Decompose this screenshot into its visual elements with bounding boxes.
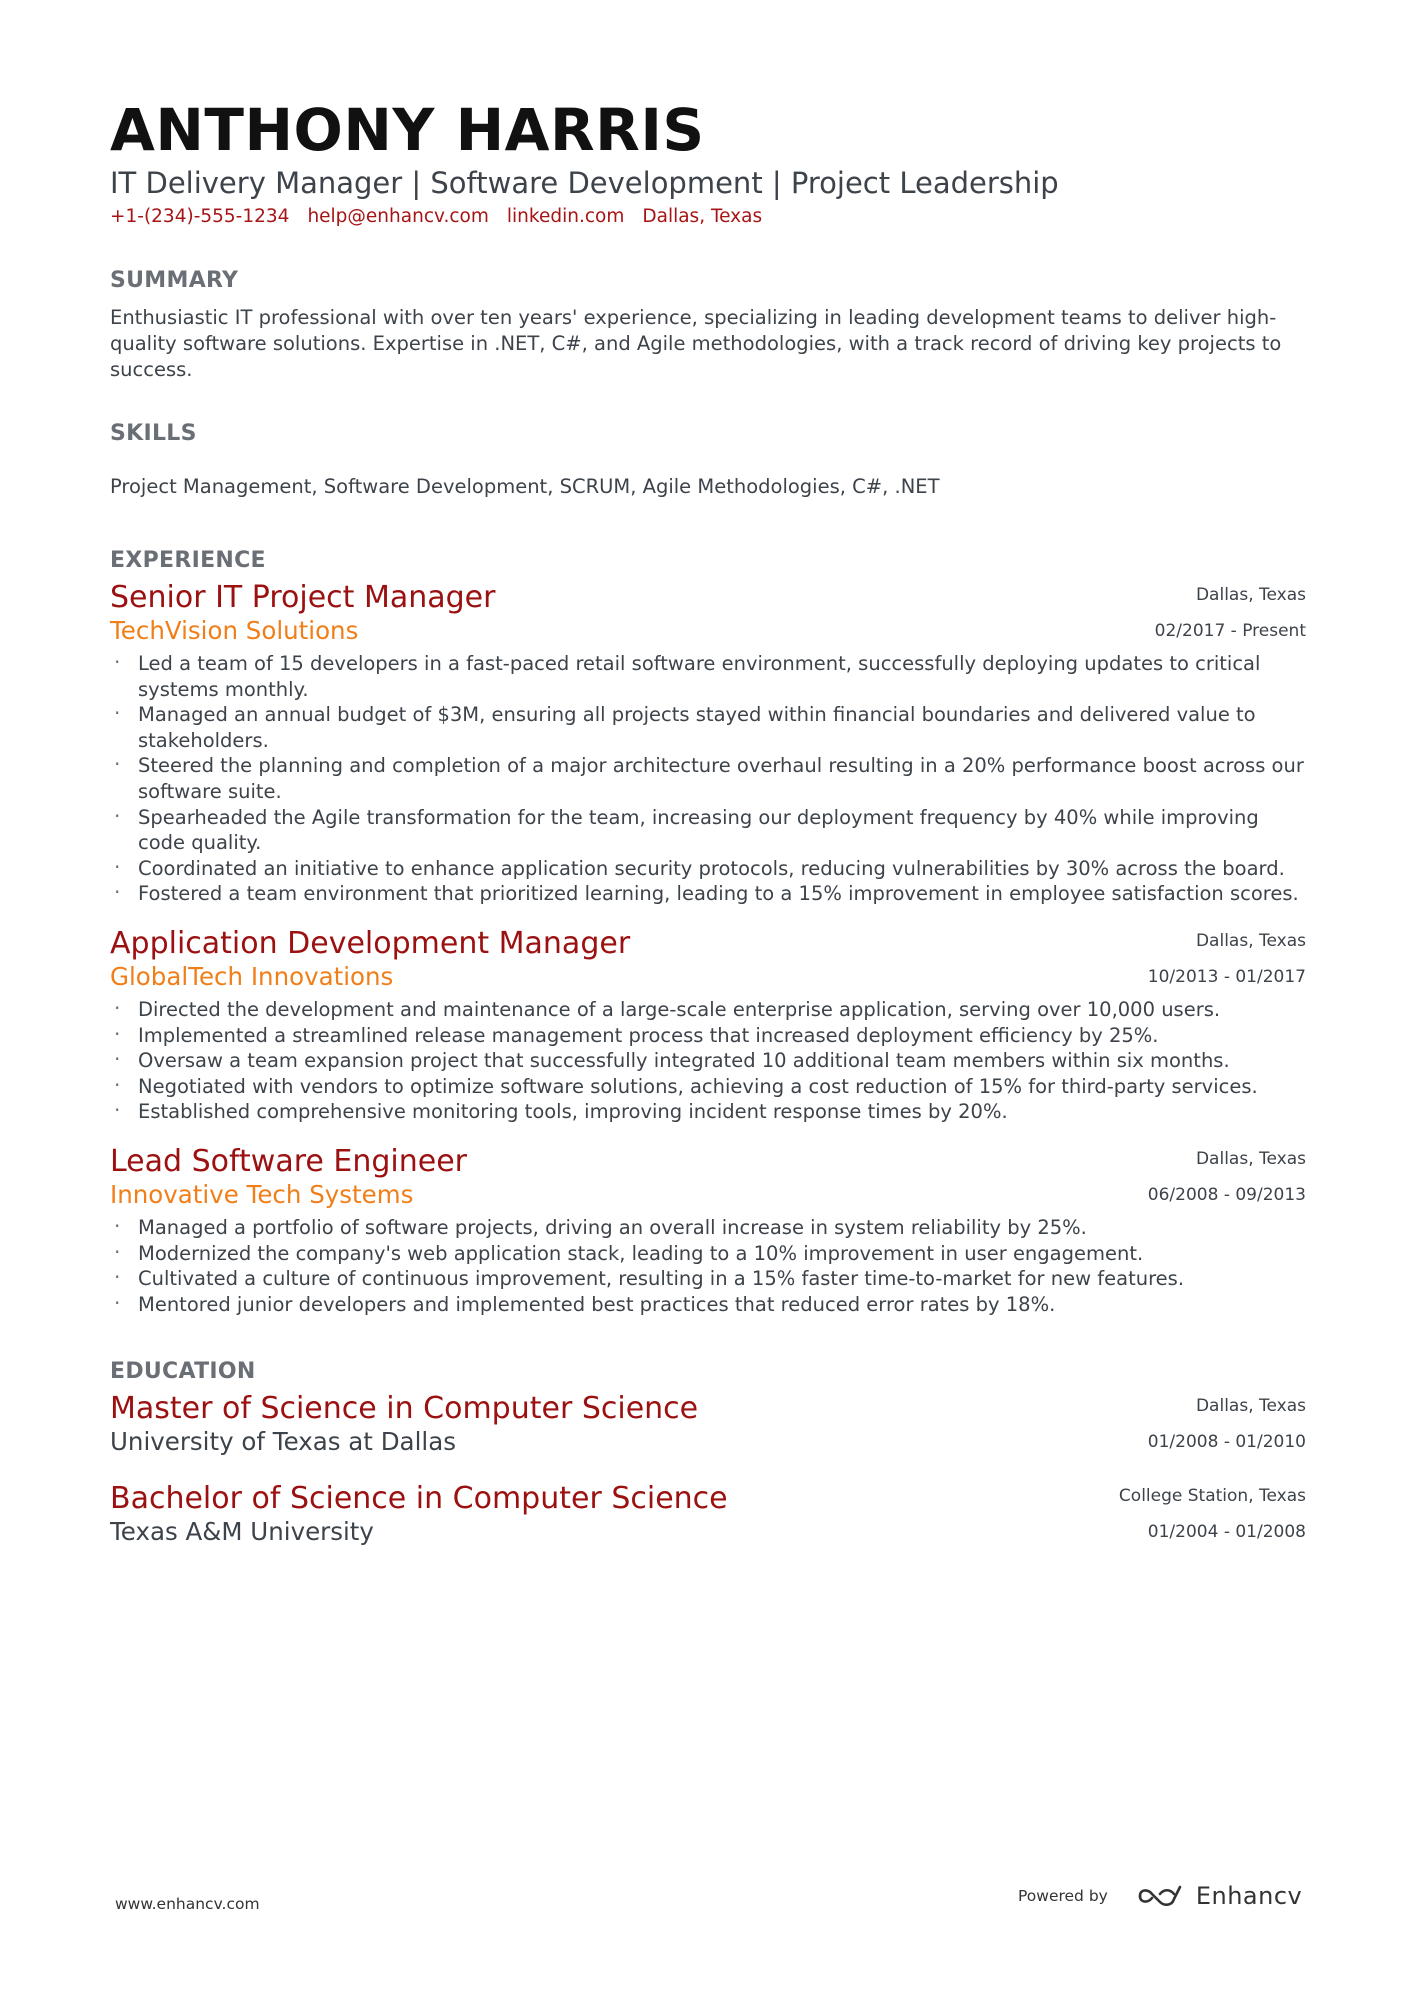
contact-location: Dallas, Texas — [642, 206, 763, 227]
job-dates: 06/2008 - 09/2013 — [1147, 1184, 1306, 1205]
enhancv-logo[interactable] — [1136, 1882, 1302, 1910]
skills-heading: SKILLS — [110, 421, 197, 446]
contact-email[interactable]: help@enhancv.com — [307, 206, 489, 227]
achievement-list — [110, 651, 1306, 907]
job-dates: 10/2013 - 01/2017 — [1147, 966, 1306, 987]
achievement-item: · Managed a portfolio of software projects, driving an overall increase in system reliability by 25%. — [110, 1215, 1306, 1241]
candidate-name: ANTHONY HARRIS — [110, 96, 705, 164]
job-dates: 02/2017 - Present — [1154, 621, 1306, 641]
job-title: Lead Software Engineer — [110, 1143, 467, 1179]
degree-title: Bachelor of Science in Computer Science — [110, 1481, 728, 1517]
achievement-item: · Cultivated a culture of continuous improvement, resulting in a 15% faster time-to-market for new features. — [110, 1266, 1306, 1292]
education-entry — [110, 1390, 1306, 1456]
education-dates: 01/2004 - 01/2008 — [1147, 1522, 1306, 1543]
achievement-item: · Fostered a team environment that prioritized learning, leading to a 15% improvement in employee satisfaction scores. — [110, 881, 1306, 907]
achievement-item: · Oversaw a team expansion project that successfully integrated 10 additional team members within six months. — [110, 1048, 1306, 1074]
achievement-item: · Spearheaded the Agile transformation for the team, increasing our deployment frequency by 40% while improving code quality. — [110, 805, 1306, 856]
contact-row — [110, 204, 1310, 230]
achievement-item: · Negotiated with vendors to optimize software solutions, achieving a cost reduction of 15% for third-party services. — [110, 1074, 1306, 1100]
job-location: Dallas, Texas — [1195, 585, 1306, 605]
job-location: Dallas, Texas — [1195, 930, 1306, 951]
powered-by-label: Powered by — [1018, 1887, 1108, 1905]
degree-title: Master of Science in Computer Science — [110, 1391, 699, 1427]
job-title: Application Development Manager — [110, 925, 631, 961]
school-location: Dallas, Texas — [1195, 1396, 1306, 1417]
footer-branding — [1018, 1882, 1302, 1910]
resume-page — [110, 96, 1310, 1546]
education-dates: 01/2008 - 01/2010 — [1147, 1432, 1306, 1453]
school-location: College Station, Texas — [1118, 1486, 1306, 1507]
achievement-item: · Directed the development and maintenance of a large-scale enterprise application, serving over 10,000 users. — [110, 997, 1306, 1023]
achievement-list — [110, 997, 1306, 1125]
skills-text: Project Management, Software Development, SCRUM, Agile Methodologies, C#, .NET — [110, 475, 940, 498]
achievement-item: · Coordinated an initiative to enhance application security protocols, reducing vulnerabilities by 30% across the board. — [110, 856, 1306, 882]
experience-entry — [110, 1143, 1306, 1317]
contact-phone[interactable]: +1-(234)-555-1234 — [110, 206, 290, 227]
education-entry — [110, 1480, 1306, 1546]
achievement-item: · Established comprehensive monitoring tools, improving incident response times by 20%. — [110, 1099, 1306, 1125]
contact-linkedin[interactable]: linkedin.com — [506, 206, 625, 227]
achievement-item: · Mentored junior developers and implemented best practices that reduced error rates by 18%. — [110, 1292, 1306, 1318]
experience-heading: EXPERIENCE — [110, 548, 266, 573]
summary-text: Enthusiastic IT professional with over ten years' experience, specializing in leading development teams to deliver high-quality software solutions. Expertise in .NET, C#, and Agile methodologies, with a track record of driving key projects to success. — [110, 306, 1282, 381]
job-title: Senior IT Project Manager — [110, 580, 496, 615]
headline: IT Delivery Manager | Software Development | Project Leadership — [110, 166, 1059, 200]
achievement-item: · Managed an annual budget of $3M, ensuring all projects stayed within financial boundaries and delivered value to stakeholders. — [110, 702, 1306, 753]
brand-name: Enhancv — [1195, 1882, 1303, 1910]
footer-website[interactable]: www.enhancv.com — [115, 1895, 260, 1913]
achievement-item: · Modernized the company's web application stack, leading to a 10% improvement in user engagement. — [110, 1241, 1306, 1267]
company-name: GlobalTech Innovations — [110, 961, 394, 991]
company-name: TechVision Solutions — [110, 616, 359, 645]
summary-heading: SUMMARY — [110, 268, 239, 293]
school-name: University of Texas at Dallas — [110, 1427, 456, 1457]
school-name: Texas A&M University — [110, 1517, 374, 1547]
achievement-item: · Implemented a streamlined release management process that increased deployment efficiency by 25%. — [110, 1023, 1306, 1049]
achievement-list — [110, 1215, 1306, 1317]
experience-entry — [110, 925, 1306, 1125]
education-heading: EDUCATION — [110, 1359, 256, 1385]
experience-entry — [110, 579, 1306, 907]
job-location: Dallas, Texas — [1195, 1148, 1306, 1169]
company-name: Innovative Tech Systems — [110, 1179, 414, 1209]
achievement-item: · Led a team of 15 developers in a fast-paced retail software environment, successfully deploying updates to critical systems monthly. — [110, 651, 1306, 702]
achievement-item: · Steered the planning and completion of a major architecture overhaul resulting in a 20% performance boost across our software suite. — [110, 753, 1306, 804]
enhancv-logo-icon — [1136, 1883, 1184, 1909]
